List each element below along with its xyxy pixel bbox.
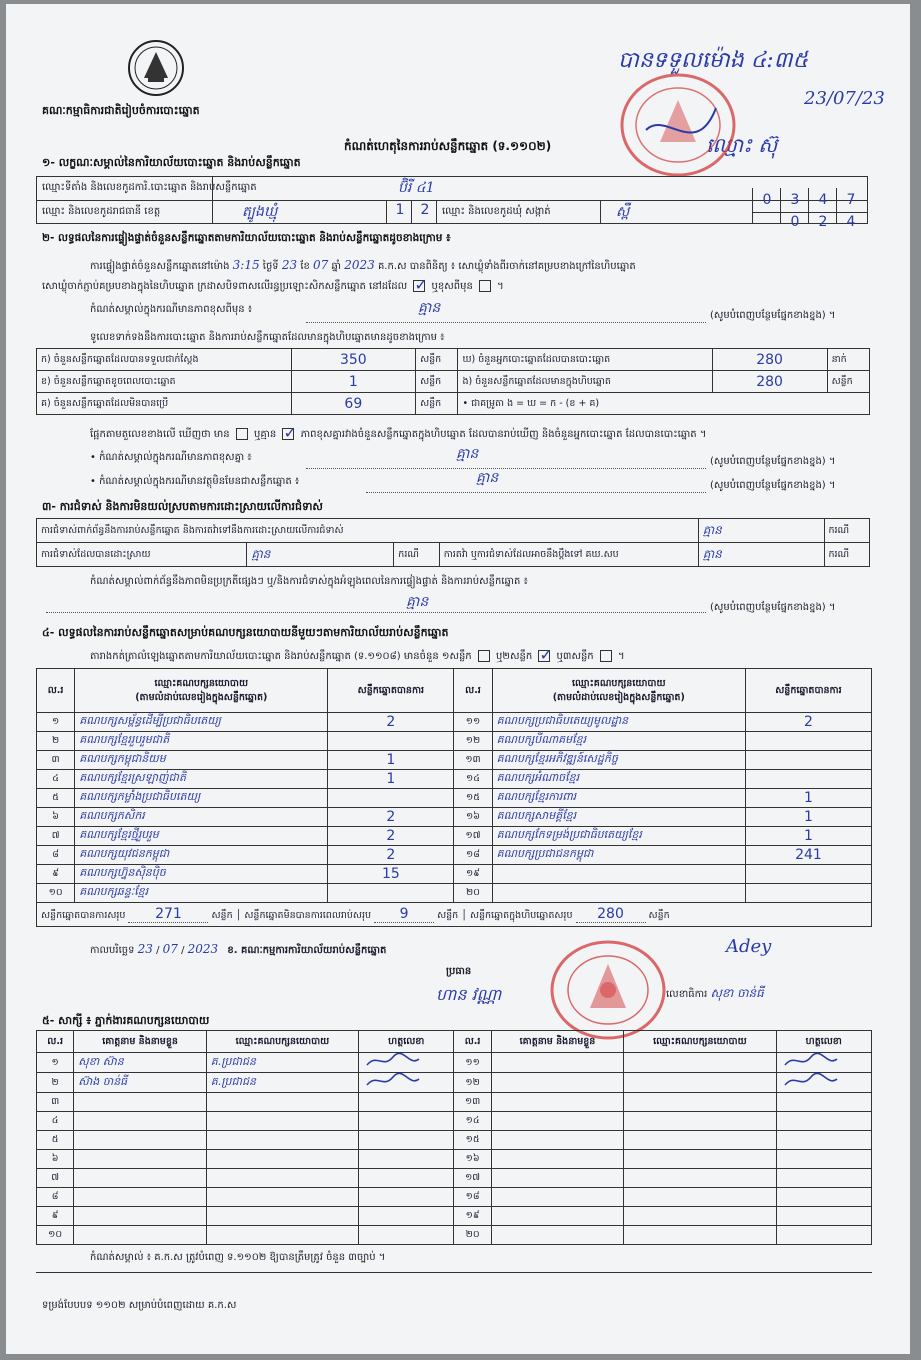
witness-party xyxy=(206,1207,358,1226)
witness-name xyxy=(491,1207,624,1226)
vote-count xyxy=(745,770,871,789)
province-label: ឈ្មោះ និងលេខកូដរាជធានី ខេត្ត xyxy=(42,206,161,217)
vote-row xyxy=(37,732,872,751)
witness-party xyxy=(624,1188,776,1207)
in-box-value: 280 xyxy=(712,371,827,393)
vote-count: 241 xyxy=(745,846,871,865)
witness-name: សុខា ស៊ាន xyxy=(74,1053,207,1073)
totals-row: សន្លឹកឆ្នោតបានការសរុប 271 សន្លឹក │ សន្លឹកឆ្នោតមិនបានការពេលរាប់សរុប 9 សន្លឹក │ សន្លឹកឆ្នោតក្នុងហិបឆ្នោតសរុប 280 សន្លឹក xyxy=(37,903,872,927)
witness-row xyxy=(37,1207,872,1226)
witness-name xyxy=(491,1131,624,1150)
objection-label: ការជំទាស់ពាក់ព័ន្ធនឹងការរាប់សន្លឹកឆ្នោត និងការតវ៉ាទៅនឹងការដោះស្រាយលើការជំទាស់ xyxy=(37,519,699,543)
witness-party xyxy=(206,1226,358,1245)
witness-name xyxy=(74,1188,207,1207)
code-bottom-2: 2 xyxy=(818,214,828,230)
unused-value: 69 xyxy=(291,393,416,415)
vote-party-name: គណបក្សប្រជាធិបតេយ្យមូលដ្ឋាន xyxy=(492,713,745,732)
witness-name xyxy=(491,1112,624,1131)
province-code-b: 2 xyxy=(420,202,430,218)
witness-signature xyxy=(776,1112,871,1131)
compare-line: ផ្អែកតាមតួលេខខាងលើ ឃើញថា មាន ឬគ្មាន ✓ ភាពខុសគ្នារវាងចំនួនសន្លឹកឆ្នោតក្នុងហិបឆ្នោត ដែលបានរាប់ឃើញ និងចំនួនអ្នកបោះឆ្នោត ដែលបានបោះឆ្នោត ។ xyxy=(90,428,706,441)
section3-title: ៣- ការជំទាស់ និងការមិនយល់ស្របតាមការដោះស្រាយលើការជំទាស់ xyxy=(42,500,323,513)
vote-party-name: គណបក្សសាមគ្គីខ្មែរ xyxy=(492,808,745,827)
witness-signature xyxy=(776,1169,871,1188)
witness-row-no: ១០ xyxy=(37,1226,74,1245)
vote-count xyxy=(745,732,871,751)
vote-row-no: ៨ xyxy=(37,846,75,865)
total-box-value: 280 xyxy=(576,906,646,923)
vote-count: 1 xyxy=(328,770,454,789)
witness-signature xyxy=(776,1073,871,1093)
signature-scribble xyxy=(363,1053,423,1069)
witness-signature xyxy=(776,1226,871,1245)
date-day: 23 xyxy=(137,942,153,956)
signature-scribble xyxy=(781,1053,841,1069)
witness-name xyxy=(491,1053,624,1073)
vote-row-no: ៥ xyxy=(37,789,75,808)
witness-party xyxy=(624,1053,776,1073)
official-stamp-top xyxy=(616,70,740,180)
witness-table: ល.រ គោត្តនាម និងនាមខ្លួន ឈ្មោះគណបក្សនយោបាយ ហត្ថលេខា ល.រ គោត្តនាម និងនាមខ្លួន ឈ្មោះគណបក្សនយោបាយ ហត្ថលេខា ១ សុខា ស៊ាន គ.ប្រជាជន ១១ ២ ស៊ាង ចាន់ធី គ.ប្រជាជន ១២ ៣ ១៣ ៤ ១៤ ៥ ១៥ ៦ ១៦ ៧ ១៧ ៨ ១៨ ៩ ១៩ ១០ ២០ xyxy=(36,1030,872,1245)
vote-row-no: ១៨ xyxy=(454,846,492,865)
witness-row-no: ៩ xyxy=(37,1207,74,1226)
vote-row xyxy=(37,751,872,770)
witness-signature xyxy=(359,1053,454,1073)
vote-row-no: ១ xyxy=(37,713,75,732)
witness-row xyxy=(37,1226,872,1245)
witness-note: កំណត់សម្គាល់ ៖ គ.ក.ស ត្រូវបំពេញ ទ.១១០២ ឱ្យបានត្រឹមត្រូវ ចំនួន ៣ច្បាប់ ។ xyxy=(90,1252,386,1263)
vote-row xyxy=(37,846,872,865)
vote-count: 2 xyxy=(328,827,454,846)
received-label: ក) ចំនួនសន្លឹកឆ្នោតដែលបានទទួលជាក់ស្តែង xyxy=(37,349,292,371)
witness-name xyxy=(74,1131,207,1150)
witness-party xyxy=(206,1131,358,1150)
witness-party xyxy=(206,1150,358,1169)
signature-scribble xyxy=(363,1073,423,1089)
witness-party: គ.ប្រជាជន xyxy=(206,1053,358,1073)
vote-row xyxy=(37,884,872,903)
nec-emblem-icon xyxy=(124,38,188,98)
witness-name xyxy=(74,1169,207,1188)
vote-count: 2 xyxy=(328,808,454,827)
commune-label: ឈ្មោះ និងលេខកូដឃុំ សង្កាត់ xyxy=(442,206,551,217)
vote-party-name: គណបក្សកែទម្រង់ប្រជាធិបតេយ្យខ្មែរ xyxy=(492,827,745,846)
sheets-line: តារាងកត់ត្រាលំឡេងឆ្នោតតាមការិយាល័យបោះឆ្នោត និងរាប់សន្លឹកឆ្នោត (ទ.១១០៨) មានចំនួន ១សន្លឹក ឬ២សន្លឹក ✓ ឬ៣សន្លឹក ។ xyxy=(90,650,625,663)
votes-table: ល.រ ឈ្មោះគណបក្សនយោបាយ (តាមលំដាប់លេខរៀងក្នុងសន្លឹកឆ្នោត) សន្លឹកឆ្នោតបានការ ល.រ ឈ្មោះគណបក្សនយោបាយ (តាមលំដាប់លេខរៀងក្នុងសន្លឹកឆ្នោត) សន្លឹកឆ្នោតបានការ ១ គណបក្សសម្ព័ន្ធដើម្បីប្រជាធិបតេយ្យ 2 ១១ គណបក្សប្រជាធិបតេយ្យមូលដ្ឋាន 2 ២ គណបក្សខ្មែររួបរួមជាតិ ១២ គណបក្សបីណាគមខ្មែរ ៣ គណបក្សកម្ពុជានិយម 1 ១៣ គណបក្សខ្មែរអភិវឌ្ឍន៍សេដ្ឋកិច្ច ៤ គណបក្សខ្មែរស្រឡាញ់ជាតិ 1 ១៤ គណបក្សអំណាចខ្មែរ ៥ គណបក្សកម្លាំងប្រជាធិបតេយ្យ ១៥ គណបក្សខ្មែរការពារ 1 ៦ គណបក្សកសិករ 2 ១៦ គណបក្សសាមគ្គីខ្មែរ 1 ៧ គណបក្សខ្មែរថ្មីរួបរួម 2 ១៧ គណបក្សកែទម្រង់ប្រជាធិបតេយ្យខ្មែរ 1 ៨ គណបក្សយុវជនកម្ពុជា 2 ១៨ គណបក្សប្រជាជនកម្ពុជា 241 ៩ គណបក្សហ្វ៊ុនស៊ិនប៉ិច 15 ១៩ ១០ គណបក្សឆន្ទៈខ្មែរ ២០ សន្លឹកឆ្នោតបានការសរុប 271 សន្លឹក │ សន្លឹកឆ្នោតមិនបានការពេលរាប់សរុប 9 សន្លឹក │ សន្លឹកឆ្នោតក្នុងហិបឆ្នោតសរុប 280 សន្លឹក xyxy=(36,668,872,927)
voters-value: 280 xyxy=(712,349,827,371)
witness-party xyxy=(624,1131,776,1150)
vote-row-no: ១២ xyxy=(454,732,492,751)
witness-party xyxy=(206,1112,358,1131)
vote-row xyxy=(37,827,872,846)
vote-row-no: ២០ xyxy=(454,884,492,903)
section4-title: ៤- លទ្ធផលនៃការរាប់សន្លឹកឆ្នោតសម្រាប់គណបក្សនយោបាយនីមួយៗតាមការិយាល័យរាប់សន្លឹកឆ្នោត xyxy=(42,626,449,639)
vote-row-no: ១៣ xyxy=(454,751,492,770)
vote-count: 1 xyxy=(745,808,871,827)
verify-time: 3:15 xyxy=(232,258,260,272)
vote-party-name: គណបក្សប្រជាជនកម្ពុជា xyxy=(492,846,745,865)
change-note-value: គ្មាន xyxy=(418,300,441,316)
witness-signature xyxy=(776,1131,871,1150)
vote-party-name: គណបក្សកម្ពុជានិយម xyxy=(75,751,328,770)
vote-count: 2 xyxy=(328,846,454,865)
receipt-signature: ឈ្មោះ ស៊ុ xyxy=(706,133,778,157)
witness-row-no: ៧ xyxy=(37,1169,74,1188)
witness-party xyxy=(624,1226,776,1245)
witness-row xyxy=(37,1073,872,1093)
vote-row-no: ៤ xyxy=(37,770,75,789)
witness-signature xyxy=(359,1169,454,1188)
foreign-object-note-label: • កំណត់សម្គាល់ក្នុងករណីមានវត្ថុមិនមែនជាសន្លឹកឆ្នោត ៖ xyxy=(90,476,300,487)
vote-row xyxy=(37,770,872,789)
vote-party-name: គណបក្សខ្មែរអភិវឌ្ឍន៍សេដ្ឋកិច្ច xyxy=(492,751,745,770)
chair-signature: ហាន វណ្ណា xyxy=(436,985,502,1004)
witness-row-no: ១៥ xyxy=(454,1131,491,1150)
spoiled-label: ខ) ចំនួនសន្លឹកឆ្នោតខូចពេលបោះឆ្នោត xyxy=(37,371,292,393)
witness-party xyxy=(206,1093,358,1112)
resolved-label: ការជំទាស់ដែលបានដោះស្រាយ xyxy=(37,543,247,567)
witness-name xyxy=(491,1073,624,1093)
date-line: កាលបរិច្ឆេទ 23 / 07 / 2023 ខ. គណៈកម្មការការិយាល័យរាប់សន្លឹកឆ្នោត xyxy=(90,942,387,956)
section1-title: ១- លក្ខណៈសម្គាល់នៃការិយាល័យបោះឆ្នោត និងរាប់សន្លឹកឆ្នោត xyxy=(42,156,301,169)
vote-party-name xyxy=(492,884,745,903)
witness-row-no: ១៣ xyxy=(454,1093,491,1112)
chair-label: ប្រធាន xyxy=(446,966,472,977)
vote-party-name: គណបក្សសម្ព័ន្ធដើម្បីប្រជាធិបតេយ្យ xyxy=(75,713,328,732)
code-top-3: 4 xyxy=(818,192,828,208)
vote-count xyxy=(745,865,871,884)
ballot-count-form: គណៈកម្មាធិការជាតិរៀបចំការបោះឆ្នោត បានទទួលម៉ោង ៤:៣៥ 23/07/23 ឈ្មោះ ស៊ុ កំណត់ហេតុនៃការរាប់សន្លឹកឆ្នោត (ទ.១១០២) ១- លក្ខណៈសម្គាល់នៃការិយាល័យបោះឆ្នោត និងរាប់សន្លឹកឆ្នោត ឈ្មោះទីតាំង និងលេខកូដការិ.បោះឆ្នោត និងរាប់សន្លឹកឆ្នោត ប៊ិរី ៤1 ឈ្មោះ និងលេខកូដរាជធានី ខេត្ត ត្បូងឃ្មុំ 1 2 ឈ្មោះ និងលេខកូដឃុំ សង្កាត់ ស្ពឺ 0 3 4 7 0 2 4 ២- លទ្ធផលនៃការផ្ទៀងផ្ទាត់ចំនួនសន្លឹកឆ្នោតតាមការិយាល័យបោះឆ្នោត និងរាប់សន្លឹកឆ្នោតដូចខាងក្រោម ៖ ការផ្ទៀងផ្ទាត់ចំនួនសន្លឹកឆ្នោតនៅម៉ោង 3:15 ថ្ងៃទី 23 ខែ 07 ឆ្នាំ 2023 គ.ក.ស បានពិនិត្យ ៖ សោឃ្លុំទាំងពីរចាក់នៅគម្របខាងក្រៅនៃហិបឆ្នោត សោឃ្លុំចាក់ភ្ជាប់គម្របខាងក្នុងនៃហិបឆ្នោត ក្រដាសបិទពាសលើរន្ធប្រឡោះសិកសន្លឹកឆ្នោត នៅដដែល ✓ ឬខុសពីមុន ។ កំណត់សម្គាល់ក្នុងករណីមានភាពខុសពីមុន ៖ គ្មាន (សូមបំពេញបន្ថែមផ្នែកខាងខ្នង) ។ ទូលេខទាក់ទងនឹងការបោះឆ្នោត និងការរាប់សន្លឹកឆ្នោតដែលមានក្នុងហិបឆ្នោតមានដូចខាងក្រោម ៖ ក) ចំនួនសន្លឹកឆ្នោតដែលបានទទួលជាក់ស្តែង 350 សន្លឹក ឃ) ចំនួនអ្នកបោះឆ្នោតដែលបានបោះឆ្នោត 280 នាក់ ខ) ចំនួនសន្លឹកឆ្នោតខូចពេលបោះឆ្នោត 1 សន្លឹក ង) ចំនួនសន្លឹកឆ្នោតដែលមានក្នុងហិបឆ្នោត 280 សន្លឹក គ) ចំនួនសន្លឹកឆ្នោតដែលមិនបានប្រើ 69 សន្លឹក • ជាគម្រូតា ង = ឃ = ក - (ខ + គ) ផ្អែកតាមតួលេខខាងលើ ឃើញថា មាន ឬគ្មាន ✓ ភាពខុសគ្នារវាងចំនួនសន្លឹកឆ្នោតក្នុងហិបឆ្នោត ដែលបានរាប់ឃើញ និងចំនួនអ្នកបោះឆ្នោត ដែលបានបោះឆ្នោត ។ • កំណត់សម្គាល់ក្នុងករណីមានភាពខុសគ្នា ៖ គ្មាន (សូមបំពេញបន្ថែមផ្នែកខាងខ្នង) ។ • កំណត់សម្គាល់ក្នុងករណីមានវត្ថុមិនមែនជាសន្លឹកឆ្នោត ៖ គ្មាន (សូមបំពេញបន្ថែមផ្នែកខាងខ្នង) ។ ៣- ការជំទាស់ និងការមិនយល់ស្របតាមការដោះស្រាយលើការជំទាស់ ការជំទាស់ពាក់ព័ន្ធនឹងការរាប់សន្លឹកឆ្នោត និងការតវ៉ាទៅនឹងការដោះស្រាយលើការជំទាស់ គ្មាន ករណី ការជំទាស់ដែលបានដោះស្រាយ គ្មាន ករណី ការតវ៉ា ឬការជំទាស់ដែលអាចនឹងប្តឹងទៅ គឃ.សប គ្មាន ករណី កំណត់សម្គាល់ពាក់ព័ន្ធនឹងភាពមិនប្រក្រតីផ្សេងៗ ឬ/និងការជំទាស់ក្នុងអំឡុងពេលនៃការផ្ទៀងផ្ទាត់ និងការរាប់សន្លឹកឆ្នោត ៖ គ្មាន (សូមបំពេញបន្ថែមផ្នែកខាងខ្នង) ។ ៤- លទ្ធផលនៃការរាប់សន្លឹកឆ្នោតសម្រាប់គណបក្សនយោបាយនីមួយៗតាមការិយាល័យរាប់សន្លឹកឆ្នោត តារាងកត់ត្រាលំឡេងឆ្នោតតាមការិយាល័យបោះឆ្នោត និងរាប់សន្លឹកឆ្នោត (ទ.១១០៨) មានចំនួន ១សន្លឹក ឬ២សន្លឹក ✓ ឬ៣សន្លឹក ។ ល.រ ឈ្មោះគណបក្សនយោបាយ (តាមលំដាប់លេខរៀងក្នុងសន្លឹកឆ្នោត) សន្លឹកឆ្នោតបានការ ល.រ ឈ្មោះគណបក្សនយោបាយ (តាមលំដាប់លេខរៀងក្នុងសន្លឹកឆ្នោត) សន្លឹកឆ្នោតបានការ ១ គណបក្សសម្ព័ន្ធដើម្បីប្រជាធិបតេយ្យ 2 ១១ គណបក្សប្រជាធិបតេយ្យមូលដ្ឋាន 2 ២ គណបក្សខ្មែររួបរួមជាតិ ១២ គណបក្សបីណាគមខ្មែរ ៣ គណបក្សកម្ពុជានិយម 1 ១៣ គណបក្សខ្មែរអភិវឌ្ឍន៍សេដ្ឋកិច្ច ៤ គណបក្សខ្មែរស្រឡាញ់ជាតិ 1 ១៤ គណបក្សអំណាចខ្មែរ ៥ គណបក្សកម្លាំងប្រជាធិបតេយ្យ ១៥ គណបក្សខ្មែរការពារ 1 ៦ គណបក្សកសិករ 2 ១៦ គណបក្សសាមគ្គីខ្មែរ 1 ៧ គណបក្សខ្មែរថ្មីរួបរួម 2 ១៧ គណបក្សកែទម្រង់ប្រជាធិបតេយ្យខ្មែរ 1 ៨ គណបក្សយុវជនកម្ពុជា 2 ១៨ គណបក្សប្រជាជនកម្ពុជា 241 ៩ គណបក្សហ្វ៊ុនស៊ិនប៉ិច 15 ១៩ ១០ គណបក្សឆន្ទៈខ្មែរ ២០ សន្លឹកឆ្នោតបានការសរុប 271 សន្លឹក │ សន្លឹកឆ្នោតមិនបានការពេលរាប់សរុប 9 សន្លឹក │ សន្លឹកឆ្នោតក្នុងហិបឆ្នោតសរុប 280 សន្លឹក កាលបរិច្ឆេទ 23 / 07 / 2023 ខ. គណៈកម្មការការិយាល័យរាប់សន្លឹកឆ្នោត ប្រធាន ហាន វណ្ណា លេខាធិការ សុខា ចាន់ធី Adey ៥- សាក្សី ៖ ភ្នាក់ងារគណបក្សនយោបាយ ល.រ គោត្តនាម និងនាមខ្លួន ឈ្មោះគណបក្សនយោបាយ ហត្ថលេខា ល.រ គោត្តនាម និងនាមខ្លួន ឈ្មោះគណបក្សនយោបាយ ហត្ថលេខា ១ សុខា ស៊ាន គ.ប្រជាជន ១១ ២ ស៊ាង ចាន់ធី គ.ប្រជាជន ១២ ៣ ១៣ ៤ ១៤ ៥ ១៥ ៦ ១៦ ៧ ១៧ ៨ ១៨ ៩ ១៩ ១០ ២០ កំណត់សម្គាល់ ៖ គ.ក.ស ត្រូវបំពេញ ទ.១១០២ ឱ្យបានត្រឹមត្រូវ ចំនួន ៣ច្បាប់ ។ ទម្រង់បែបបទ ១១០២ សម្រាប់បំពេញដោយ គ.ក.ស xyxy=(6,4,910,1354)
two-sheets-checkbox[interactable] xyxy=(538,650,550,662)
spoiled-value: 1 xyxy=(291,371,416,393)
vote-count xyxy=(745,884,871,903)
verify-month: 07 xyxy=(313,258,329,272)
witness-row-no: ១១ xyxy=(454,1053,491,1073)
witness-signature xyxy=(776,1207,871,1226)
witness-signature xyxy=(359,1150,454,1169)
vote-row-no: ១៤ xyxy=(454,770,492,789)
witness-signature xyxy=(359,1226,454,1245)
code-top-4: 7 xyxy=(846,192,856,208)
verify-line2: សោឃ្លុំចាក់ភ្ជាប់គម្របខាងក្នុងនៃហិបឆ្នោត ក្រដាសបិទពាសលើរន្ធប្រឡោះសិកសន្លឹកឆ្នោត នៅដដែល ✓ ឬខុសពីមុន ។ xyxy=(42,280,504,293)
witness-row xyxy=(37,1188,872,1207)
witness-row xyxy=(37,1053,872,1073)
vote-party-name: គណបក្សខ្មែរថ្មីរួបរួម xyxy=(75,827,328,846)
witness-row-no: ៥ xyxy=(37,1131,74,1150)
signature-scribble xyxy=(781,1073,841,1089)
no-difference-checkbox[interactable] xyxy=(282,428,294,440)
witness-signature xyxy=(359,1188,454,1207)
vote-count xyxy=(328,884,454,903)
appeal-value: គ្មាន xyxy=(698,543,824,567)
witness-row-no: ១៤ xyxy=(454,1112,491,1131)
vote-count: 1 xyxy=(745,789,871,808)
vote-row xyxy=(37,865,872,884)
vote-party-name: គណបក្សបីណាគមខ្មែរ xyxy=(492,732,745,751)
witness-signature xyxy=(359,1131,454,1150)
verify-year: 2023 xyxy=(344,258,375,272)
witness-party xyxy=(206,1188,358,1207)
total-valid-value: 271 xyxy=(128,906,208,923)
vote-party-name: គណបក្សឆន្ទៈខ្មែរ xyxy=(75,884,328,903)
witness-signature xyxy=(776,1093,871,1112)
unchanged-checkbox[interactable] xyxy=(413,280,425,292)
witness-name xyxy=(491,1150,624,1169)
official-stamp-bottom xyxy=(546,938,670,1042)
vote-count: 15 xyxy=(328,865,454,884)
witness-signature xyxy=(776,1188,871,1207)
unused-label: គ) ចំនួនសន្លឹកឆ្នោតដែលមិនបានប្រើ xyxy=(37,393,292,415)
witness-party xyxy=(624,1093,776,1112)
vote-party-name: គណបក្សហ្វ៊ុនស៊ិនប៉ិច xyxy=(75,865,328,884)
vote-row-no: ១៦ xyxy=(454,808,492,827)
witness-row xyxy=(37,1131,872,1150)
witness-signature xyxy=(776,1053,871,1073)
difference-note-label: • កំណត់សម្គាល់ក្នុងករណីមានភាពខុសគ្នា ៖ xyxy=(90,452,252,463)
foreign-object-note-value: គ្មាន xyxy=(476,470,499,486)
witness-row-no: ៦ xyxy=(37,1150,74,1169)
committee-signature: Adey xyxy=(726,936,772,957)
witness-signature xyxy=(359,1073,454,1093)
code-top-2: 3 xyxy=(790,192,800,208)
witness-party xyxy=(624,1150,776,1169)
vote-party-name: គណបក្សខ្មែរការពារ xyxy=(492,789,745,808)
receipt-date: 23/07/23 xyxy=(804,88,885,109)
witness-name xyxy=(491,1169,624,1188)
date-year: 2023 xyxy=(187,942,219,956)
date-month: 07 xyxy=(162,942,178,956)
witness-name: ស៊ាង ចាន់ធី xyxy=(74,1073,207,1093)
witness-party: គ.ប្រជាជន xyxy=(206,1073,358,1093)
three-sheets-checkbox[interactable] xyxy=(600,650,612,662)
vote-row-no: ១៧ xyxy=(454,827,492,846)
received-value: 350 xyxy=(291,349,416,371)
vote-row-no: ៩ xyxy=(37,865,75,884)
one-sheet-checkbox[interactable] xyxy=(478,650,490,662)
witness-name xyxy=(74,1112,207,1131)
witness-row xyxy=(37,1093,872,1112)
code-bottom-3: 4 xyxy=(846,214,856,230)
vote-count: 2 xyxy=(328,713,454,732)
witness-name xyxy=(491,1226,624,1245)
changed-checkbox[interactable] xyxy=(479,280,491,292)
code-bottom-1: 0 xyxy=(790,214,800,230)
code-top-1: 0 xyxy=(762,192,772,208)
vote-row-no: ៣ xyxy=(37,751,75,770)
verify-line1: ការផ្ទៀងផ្ទាត់ចំនួនសន្លឹកឆ្នោតនៅម៉ោង 3:15 ថ្ងៃទី 23 ខែ 07 ឆ្នាំ 2023 គ.ក.ស បានពិនិត្យ ៖ សោឃ្លុំទាំងពីរចាក់នៅគម្របខាងក្រៅនៃហិបឆ្នោត xyxy=(90,258,636,272)
vote-row-no: ៦ xyxy=(37,808,75,827)
vote-row-no: ១៩ xyxy=(454,865,492,884)
appeal-label: ការតវ៉ា ឬការជំទាស់ដែលអាចនឹងប្តឹងទៅ គឃ.សប xyxy=(439,543,698,567)
witness-party xyxy=(206,1169,358,1188)
location-value: ប៊ិរី ៤1 xyxy=(398,180,435,196)
vote-count xyxy=(328,789,454,808)
vote-party-name: គណបក្សអំណាចខ្មែរ xyxy=(492,770,745,789)
witness-row-no: ១៨ xyxy=(454,1188,491,1207)
witness-row xyxy=(37,1150,872,1169)
total-invalid-value: 9 xyxy=(374,906,434,923)
receipt-note: បានទទួលម៉ោង ៤:៣៥ xyxy=(618,48,809,73)
witness-row-no: ៨ xyxy=(37,1188,74,1207)
witness-party xyxy=(624,1207,776,1226)
vote-count xyxy=(745,751,871,770)
province-code-a: 1 xyxy=(395,202,405,218)
witness-signature xyxy=(359,1093,454,1112)
formula: • ជាគម្រូតា ង = ឃ = ក - (ខ + គ) xyxy=(458,393,870,415)
vote-party-name: គណបក្សកសិករ xyxy=(75,808,328,827)
objections-table: ការជំទាស់ពាក់ព័ន្ធនឹងការរាប់សន្លឹកឆ្នោត និងការតវ៉ាទៅនឹងការដោះស្រាយលើការជំទាស់ គ្មាន ករណី ការជំទាស់ដែលបានដោះស្រាយ គ្មាន ករណី ការតវ៉ា ឬការជំទាស់ដែលអាចនឹងប្តឹងទៅ គឃ.សប គ្មាន ករណី xyxy=(36,518,870,567)
form-title: កំណត់ហេតុនៃការរាប់សន្លឹកឆ្នោត (ទ.១១០២) xyxy=(344,139,552,153)
vote-row xyxy=(37,789,872,808)
witness-row-no: ៤ xyxy=(37,1112,74,1131)
fill-hint-1: (សូមបំពេញបន្ថែមផ្នែកខាងខ្នង) ។ xyxy=(710,310,836,321)
vote-count: 1 xyxy=(328,751,454,770)
witness-row-no: ២០ xyxy=(454,1226,491,1245)
vote-row-no: ១១ xyxy=(454,713,492,732)
witness-row-no: ១៧ xyxy=(454,1169,491,1188)
section5-title: ៥- សាក្សី ៖ ភ្នាក់ងារគណបក្សនយោបាយ xyxy=(42,1014,210,1027)
irregularity-note-label: កំណត់សម្គាល់ពាក់ព័ន្ធនឹងភាពមិនប្រក្រតីផ្សេងៗ ឬ/និងការជំទាស់ក្នុងអំឡុងពេលនៃការផ្ទៀងផ្ទាត់ និងការរាប់សន្លឹកឆ្នោត ៖ xyxy=(90,576,528,587)
witness-name xyxy=(74,1150,207,1169)
witness-signature xyxy=(776,1150,871,1169)
difference-note-value: គ្មាន xyxy=(456,446,479,462)
witness-row-no: ២ xyxy=(37,1073,74,1093)
vote-party-name: គណបក្សយុវជនកម្ពុជា xyxy=(75,846,328,865)
org-name: គណៈកម្មាធិការជាតិរៀបចំការបោះឆ្នោត xyxy=(42,104,200,117)
vote-party-name: គណបក្សកម្លាំងប្រជាធិបតេយ្យ xyxy=(75,789,328,808)
change-note-label: កំណត់សម្គាល់ក្នុងករណីមានភាពខុសពីមុន ៖ xyxy=(90,304,253,315)
figures-table: ក) ចំនួនសន្លឹកឆ្នោតដែលបានទទួលជាក់ស្តែង 350 សន្លឹក ឃ) ចំនួនអ្នកបោះឆ្នោតដែលបានបោះឆ្នោត 280 នាក់ ខ) ចំនួនសន្លឹកឆ្នោតខូចពេលបោះឆ្នោត 1 សន្លឹក ង) ចំនួនសន្លឹកឆ្នោតដែលមានក្នុងហិបឆ្នោត 280 សន្លឹក គ) ចំនួនសន្លឹកឆ្នោតដែលមិនបានប្រើ 69 សន្លឹក • ជាគម្រូតា ង = ឃ = ក - (ខ + គ) xyxy=(36,348,870,415)
section2-title: ២- លទ្ធផលនៃការផ្ទៀងផ្ទាត់ចំនួនសន្លឹកឆ្នោតតាមការិយាល័យបោះឆ្នោត និងរាប់សន្លឹកឆ្នោតដូចខាងក្រោម ៖ xyxy=(42,232,451,244)
secretary-name: សុខា ចាន់ធី xyxy=(710,986,764,1000)
witness-row-no: ១៩ xyxy=(454,1207,491,1226)
in-box-label: ង) ចំនួនសន្លឹកឆ្នោតដែលមានក្នុងហិបឆ្នោត xyxy=(458,371,712,393)
witness-name xyxy=(74,1207,207,1226)
witness-name xyxy=(74,1093,207,1112)
objection-value: គ្មាន xyxy=(698,519,824,543)
witness-party xyxy=(624,1112,776,1131)
vote-count xyxy=(328,732,454,751)
vote-row-no: ១០ xyxy=(37,884,75,903)
witness-row xyxy=(37,1112,872,1131)
vote-row-no: ២ xyxy=(37,732,75,751)
secretary-label: លេខាធិការ សុខា ចាន់ធី xyxy=(666,986,764,1000)
voters-label: ឃ) ចំនួនអ្នកបោះឆ្នោតដែលបានបោះឆ្នោត xyxy=(458,349,712,371)
witness-row-no: ៣ xyxy=(37,1093,74,1112)
form-footer: ទម្រង់បែបបទ ១១០២ សម្រាប់បំពេញដោយ គ.ក.ស xyxy=(42,1300,237,1311)
figures-intro: ទូលេខទាក់ទងនឹងការបោះឆ្នោត និងការរាប់សន្លឹកឆ្នោតដែលមានក្នុងហិបឆ្នោតមានដូចខាងក្រោម ៖ xyxy=(90,332,445,343)
verify-day: 23 xyxy=(281,258,298,272)
vote-party-name: គណបក្សខ្មែរស្រឡាញ់ជាតិ xyxy=(75,770,328,789)
commune-value: ស្ពឺ xyxy=(616,204,630,220)
witness-signature xyxy=(359,1112,454,1131)
irregularity-note-value: គ្មាន xyxy=(406,594,429,610)
witness-party xyxy=(624,1073,776,1093)
witness-row-no: ១៦ xyxy=(454,1150,491,1169)
resolved-value: គ្មាន xyxy=(247,543,394,567)
witness-party xyxy=(624,1169,776,1188)
vote-party-name: គណបក្សខ្មែររួបរួមជាតិ xyxy=(75,732,328,751)
vote-row xyxy=(37,713,872,732)
vote-count: 2 xyxy=(745,713,871,732)
has-difference-checkbox[interactable] xyxy=(236,428,248,440)
witness-row-no: ១២ xyxy=(454,1073,491,1093)
vote-count: 1 xyxy=(745,827,871,846)
vote-row-no: ៧ xyxy=(37,827,75,846)
vote-row xyxy=(37,808,872,827)
location-label: ឈ្មោះទីតាំង និងលេខកូដការិ.បោះឆ្នោត និងរាប់សន្លឹកឆ្នោត xyxy=(42,182,257,193)
witness-name xyxy=(74,1226,207,1245)
witness-name xyxy=(491,1093,624,1112)
witness-row xyxy=(37,1169,872,1188)
vote-party-name xyxy=(492,865,745,884)
witness-name xyxy=(491,1188,624,1207)
province-value: ត្បូងឃ្មុំ xyxy=(242,204,278,220)
witness-row-no: ១ xyxy=(37,1053,74,1073)
vote-row-no: ១៥ xyxy=(454,789,492,808)
witness-signature xyxy=(359,1207,454,1226)
